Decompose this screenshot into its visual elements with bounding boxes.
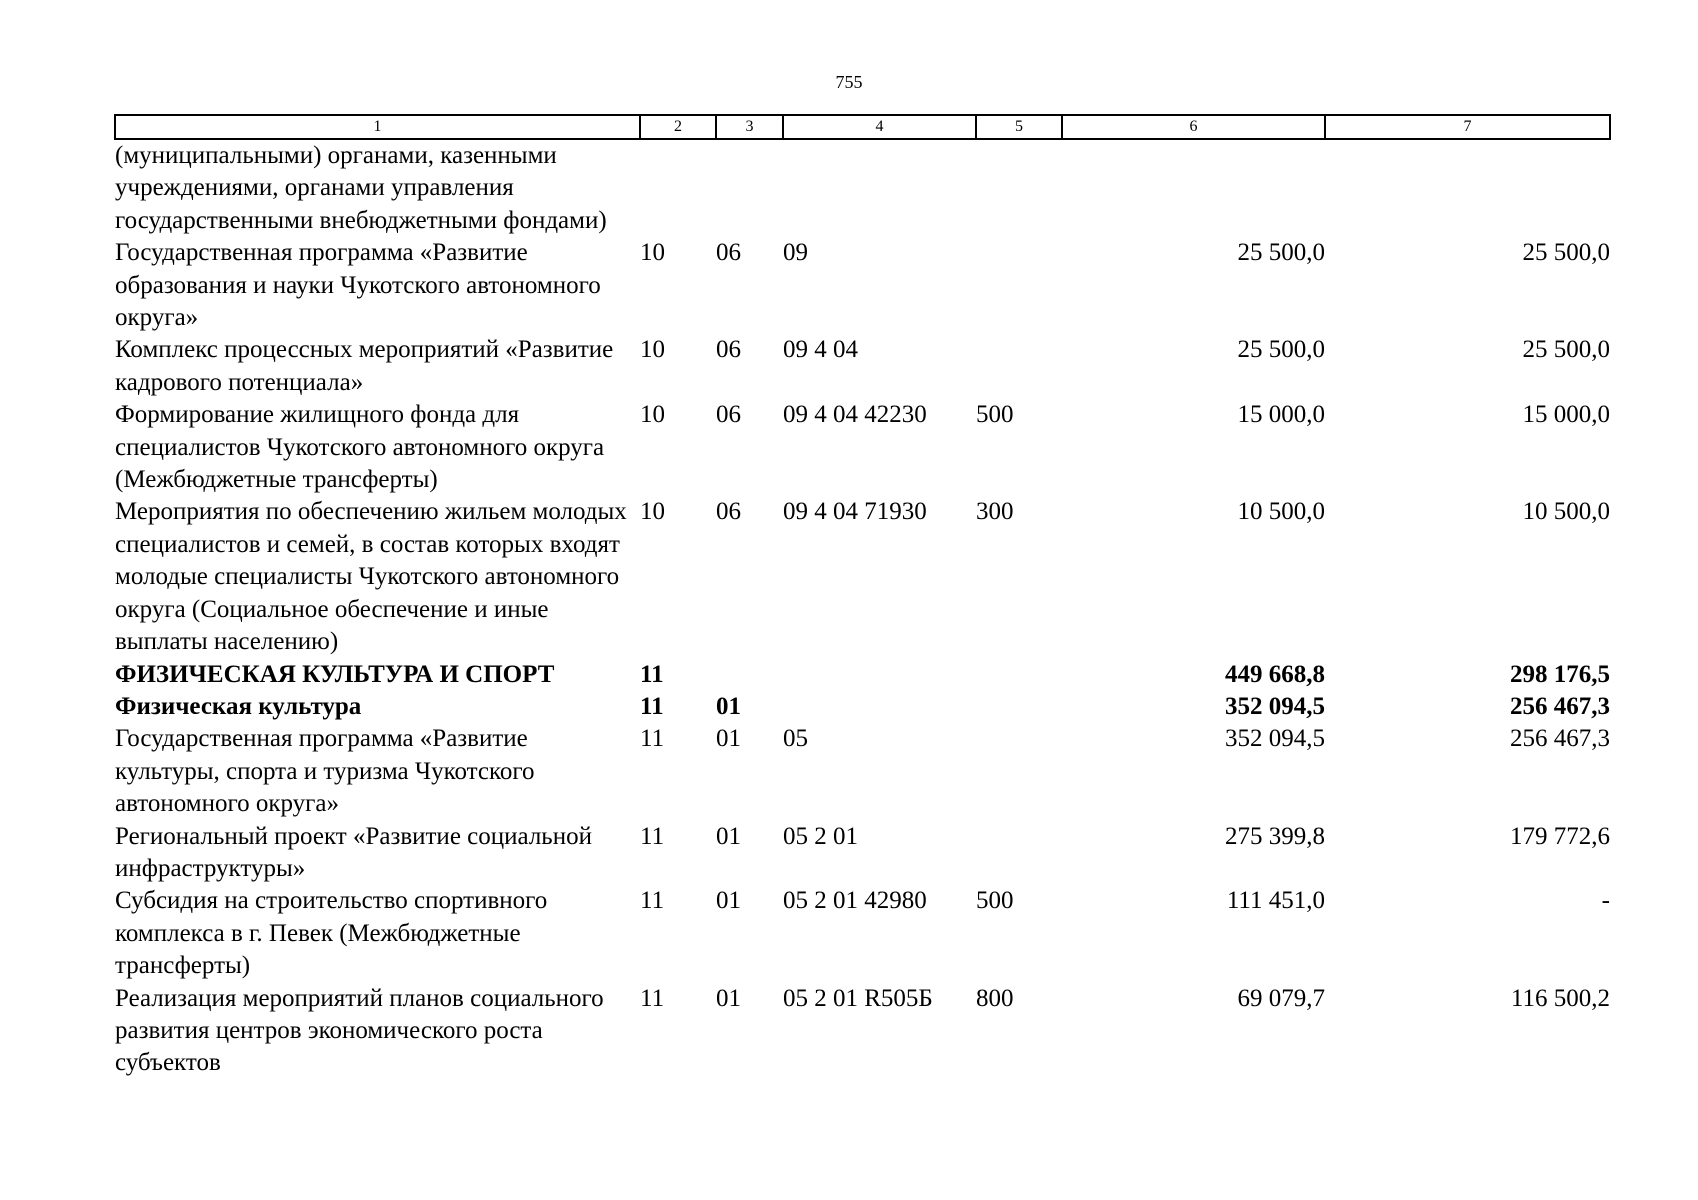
row-amount-col6: 15 000,0 [1237,401,1325,429]
row-subsection: 01 [716,887,741,915]
row-amount-col7: 256 467,3 [1510,692,1610,720]
row-description: Субсидия на строительство спортивного комплекса в г. Певек (Межбюджетные трансферты) [115,887,548,980]
column-number-header [115,115,1610,139]
row-target-code [783,139,976,237]
row-section: 11 [640,692,664,720]
row-target-code: 09 [783,239,808,267]
table-row [115,237,1610,334]
row-amount-col6: 69 079,7 [1237,984,1325,1012]
row-subsection [716,139,783,237]
row-target-code: 05 2 01 R505Б [783,984,933,1012]
table-row [115,659,1610,691]
row-expense-type: 500 [976,401,1014,429]
table-row [115,885,1610,982]
row-subsection: 06 [716,239,741,267]
row-target-code [783,691,976,723]
row-target-code: 09 4 04 [783,336,858,364]
table-row [115,399,1610,496]
column-header-4: 4 [783,115,976,139]
row-description: Региональный проект «Развитие социальной инфраструктуры» [115,822,592,882]
table-row [115,723,1610,820]
table-row [115,821,1610,886]
row-amount-col7: 298 176,5 [1510,660,1610,688]
row-subsection: 06 [716,401,741,429]
row-amount-col6: 10 500,0 [1237,498,1325,526]
column-header-2: 2 [640,115,716,139]
row-section: 11 [640,725,665,753]
row-expense-type [976,659,1062,691]
row-target-code: 05 2 01 [783,822,858,850]
column-header-3: 3 [716,115,783,139]
column-header-6: 6 [1062,115,1325,139]
row-description: Государственная программа «Развитие образования и науки Чукотского автономного округа» [115,239,601,332]
table-row [115,139,1610,237]
row-expense-type: 800 [976,984,1014,1012]
row-description: Физическая культура [115,692,362,720]
row-section: 11 [640,887,665,915]
row-description: Комплекс процессных мероприятий «Развитие кадрового потенциала» [115,336,614,396]
row-expense-type: 300 [976,498,1014,526]
row-amount-col7: - [1601,887,1610,915]
row-section: 11 [640,660,664,688]
row-subsection: 06 [716,336,741,364]
row-expense-type [976,821,1062,886]
row-amount-col7: 10 500,0 [1522,498,1610,526]
table-row [115,334,1610,399]
row-subsection: 06 [716,498,741,526]
row-section: 10 [640,401,665,429]
column-header-1: 1 [115,115,640,139]
row-description: Государственная программа «Развитие культуры, спорта и туризма Чукотского автономного округа» [115,725,535,818]
table-row [115,983,1610,1080]
row-amount-col6: 25 500,0 [1237,239,1325,267]
row-description: Формирование жилищного фонда для специалистов Чукотского автономного округа (Межбюджетные трансферты) [115,401,605,494]
row-description: ФИЗИЧЕСКАЯ КУЛЬТУРА И СПОРТ [115,660,555,688]
row-amount-col7: 25 500,0 [1522,336,1610,364]
row-description: Мероприятия по обеспечению жильем молодых специалистов и семей, в состав которых входят молодые специалисты Чукотского автономного округа (Социальное обеспечение и иные выплаты населению) [115,498,627,656]
row-amount-col6: 352 094,5 [1225,692,1325,720]
row-target-code: 05 2 01 42980 [783,887,927,915]
column-header-7: 7 [1325,115,1610,139]
row-target-code: 09 4 04 71930 [783,498,927,526]
row-subsection [716,659,783,691]
row-section: 10 [640,239,665,267]
row-expense-type [976,691,1062,723]
row-amount-col6 [1062,139,1325,237]
row-target-code: 09 4 04 42230 [783,401,927,429]
row-section [640,139,716,237]
row-amount-col7: 25 500,0 [1522,239,1610,267]
row-amount-col7: 256 467,3 [1510,725,1610,753]
row-amount-col6: 111 451,0 [1226,887,1325,915]
row-expense-type [976,237,1062,334]
row-amount-col7: 116 500,2 [1510,984,1610,1012]
row-target-code: 05 [783,725,808,753]
budget-table [114,114,1611,1080]
row-section: 10 [640,336,665,364]
row-expense-type: 500 [976,887,1014,915]
row-expense-type [976,334,1062,399]
column-header-5: 5 [976,115,1062,139]
row-amount-col6: 352 094,5 [1225,725,1325,753]
page-number: 755 [835,72,863,92]
row-amount-col7: 179 772,6 [1510,822,1610,850]
row-subsection: 01 [716,692,741,720]
row-section: 11 [640,984,665,1012]
table-body [115,139,1610,1080]
row-expense-type [976,723,1062,820]
row-subsection: 01 [716,822,741,850]
row-amount-col6: 25 500,0 [1237,336,1325,364]
row-amount-col7: 15 000,0 [1522,401,1610,429]
row-amount-col7 [1325,139,1610,237]
table-row [115,496,1610,658]
row-subsection: 01 [716,984,741,1012]
row-description: Реализация мероприятий планов социального развития центров экономического роста субъектов [115,984,604,1077]
row-expense-type [976,139,1062,237]
row-section: 10 [640,498,665,526]
row-section: 11 [640,822,665,850]
table-row [115,691,1610,723]
row-amount-col6: 449 668,8 [1225,660,1325,688]
row-description: (муниципальными) органами, казенными учреждениями, органами управления государственными внебюджетными фондами) [115,142,607,234]
row-subsection: 01 [716,725,741,753]
row-amount-col6: 275 399,8 [1225,822,1325,850]
row-target-code [783,659,976,691]
